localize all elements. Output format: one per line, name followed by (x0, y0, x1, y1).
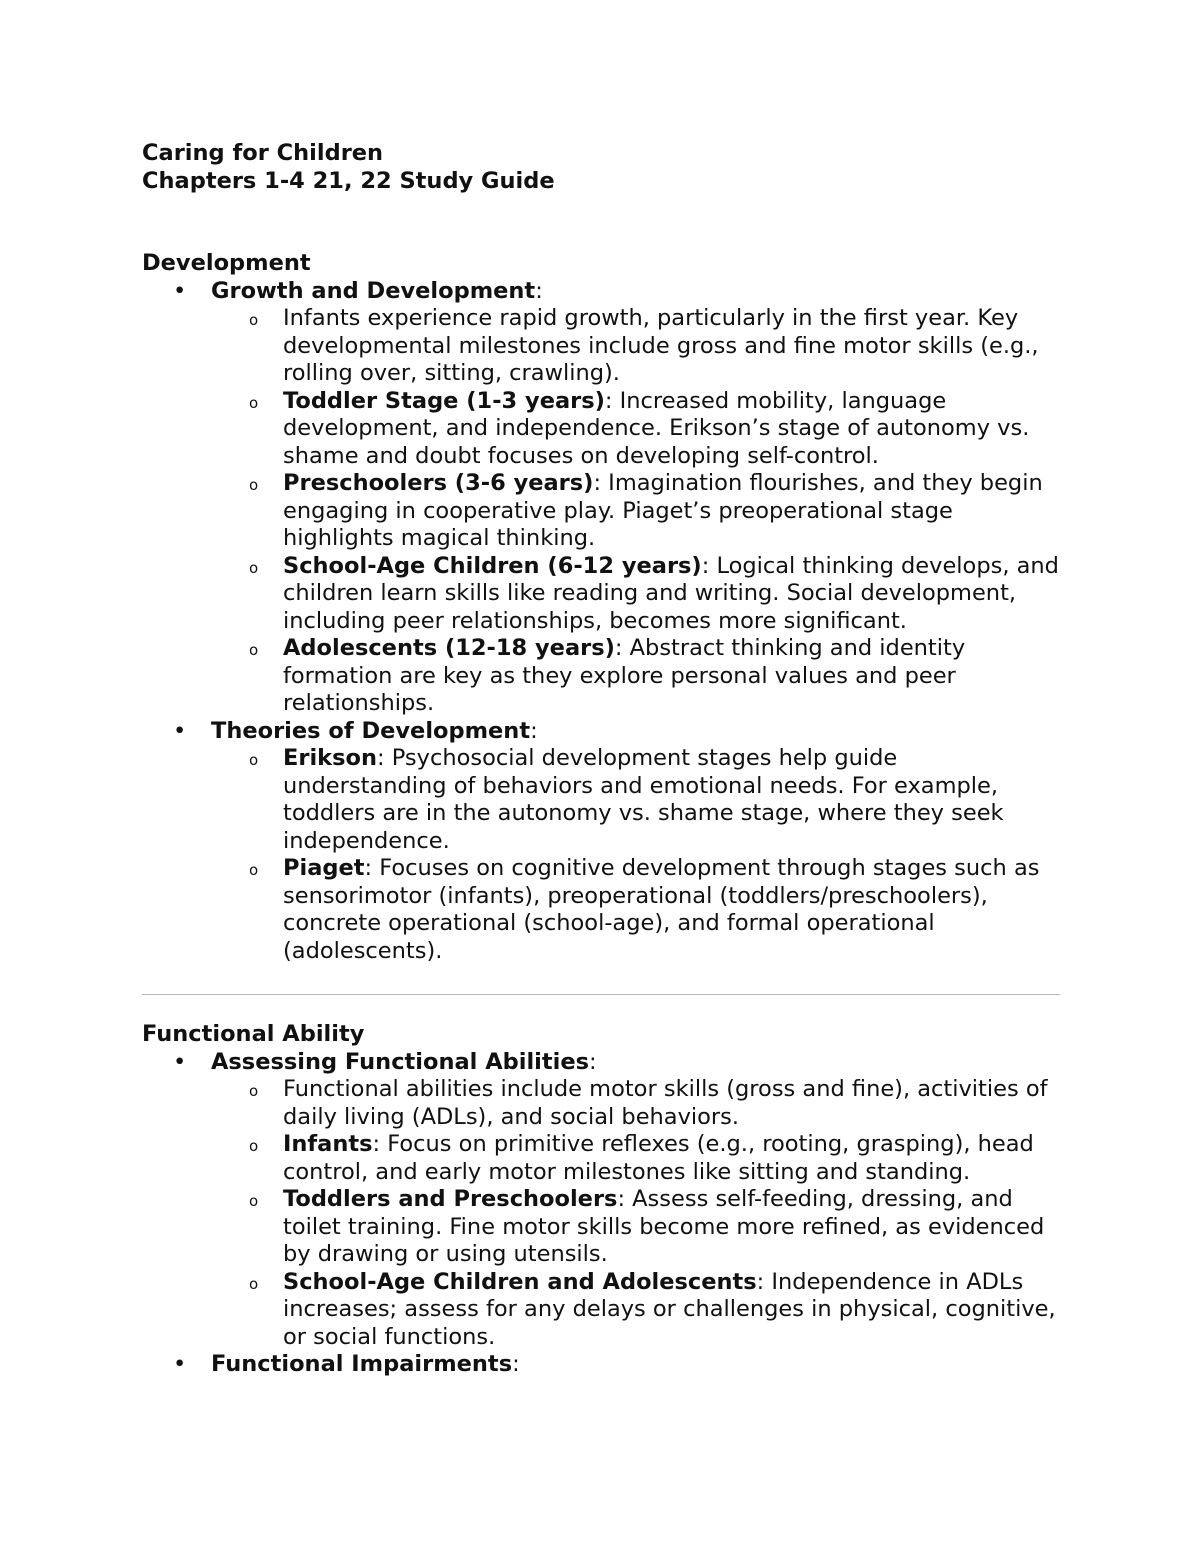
item-text: : Imagination flourishes, and they begin engaging in cooperative play. Piaget’s preoperational stage highlights magical thinking. (283, 470, 1043, 551)
assessing-label: Assessing Functional Abilities (211, 1048, 589, 1075)
sub-list-item (249, 1131, 1062, 1186)
list-item-theories (173, 717, 1062, 966)
item-term: School-Age Children and Adolescents (283, 1268, 757, 1295)
sub-bullet-icon: o (249, 311, 259, 329)
item-text: Infants experience rapid growth, particularly in the first year. Key developmental milestones include gross and fine motor skills (e.g., rolling over, sitting, crawling). (283, 305, 1039, 386)
sub-list-item (249, 1186, 1062, 1269)
sub-list-item (249, 745, 1062, 855)
sub-bullet-icon: o (249, 861, 259, 879)
item-term: Adolescents (12-18 years) (283, 635, 615, 661)
bullet-icon: • (173, 1351, 187, 1377)
sub-bullet-icon: o (249, 558, 259, 577)
section-divider (142, 994, 1060, 995)
sub-list-item (249, 1268, 1062, 1352)
colon: : (512, 1351, 520, 1377)
list-item-growth (173, 277, 1062, 718)
item-text: : Focuses on cognitive development through stages such as sensorimotor (infants), preoperational (toddlers/preschoolers), concrete operational (school-age), and formal operational (adolescents). (283, 855, 1040, 964)
sub-bullet-icon: o (249, 393, 259, 412)
growth-label: Growth and Development (211, 277, 536, 304)
sub-list-item (249, 552, 1062, 636)
colon: : (589, 1048, 597, 1075)
document-page (142, 140, 1062, 965)
document-subtitle: Chapters 1-4 21, 22 Study Guide (142, 167, 555, 194)
functional-list (142, 1049, 1062, 1379)
sub-bullet-icon: o (249, 751, 259, 769)
list-item-impairments (173, 1351, 1062, 1379)
impairments-label: Functional Impairments (211, 1351, 513, 1377)
item-text: Functional abilities include motor skills (gross and fine), activities of daily living (ADLs), and social behaviors. (283, 1076, 1048, 1130)
sub-list-item (249, 305, 1062, 388)
item-term: Piaget (283, 855, 365, 881)
item-term: Toddlers and Preschoolers (283, 1186, 618, 1212)
functional-section (142, 1021, 1062, 1379)
sub-list-item (249, 387, 1062, 471)
document-title: Caring for Children (142, 140, 384, 166)
sub-bullet-icon: o (249, 476, 259, 494)
theories-label: Theories of Development (211, 717, 531, 744)
section-heading-functional: Functional Ability (142, 1021, 365, 1047)
item-text: : Assess self-feeding, dressing, and toilet training. Fine motor skills become more refined, as evidenced by drawing or using utensils. (283, 1186, 1045, 1267)
item-term: School-Age Children (6-12 years) (283, 552, 702, 579)
sub-list-item (249, 470, 1062, 553)
colon: : (530, 717, 538, 744)
item-term: Infants (283, 1131, 373, 1157)
item-text: : Focus on primitive reflexes (e.g., rooting, grasping), head control, and early motor milestones like sitting and standing. (283, 1131, 1034, 1185)
sub-bullet-icon: o (249, 641, 259, 659)
sub-bullet-icon: o (249, 1274, 259, 1293)
item-text: : Increased mobility, language development, and independence. Erikson’s stage of autonomy vs. shame and doubt focuses on developing self-control. (283, 387, 1030, 469)
theories-sublist (211, 745, 1062, 965)
bullet-icon: • (173, 277, 187, 304)
spacer (142, 195, 1062, 250)
sub-bullet-icon: o (249, 1192, 259, 1210)
bullet-icon: • (173, 1048, 187, 1075)
assessing-sublist (211, 1076, 1062, 1351)
item-text: : Independence in ADLs increases; assess for any delays or challenges in physical, cognitive, or social functions. (283, 1268, 1056, 1350)
sub-bullet-icon: o (249, 1082, 259, 1100)
sub-list-item (249, 1076, 1062, 1131)
bullet-icon: • (173, 717, 187, 744)
item-text: : Abstract thinking and identity formation are key as they explore personal values and peer relationships. (283, 635, 966, 716)
item-text: : Logical thinking develops, and children learn skills like reading and writing. Social development, including peer relationships, becomes more significant. (283, 552, 1059, 634)
development-list (142, 278, 1062, 966)
colon: : (535, 277, 543, 304)
item-term: Preschoolers (3-6 years) (283, 470, 594, 496)
sub-bullet-icon: o (249, 1137, 259, 1155)
item-term: Toddler Stage (1-3 years) (283, 387, 605, 414)
list-item-assessing (173, 1048, 1062, 1352)
item-term: Erikson (283, 745, 378, 771)
section-heading-development: Development (142, 250, 311, 276)
growth-sublist (211, 305, 1062, 718)
item-text: : Psychosocial development stages help guide understanding of behaviors and emotional needs. For example, toddlers are in the autonomy vs. shame stage, where they seek independence. (283, 745, 1004, 854)
sub-list-item (249, 855, 1062, 965)
sub-list-item (249, 635, 1062, 718)
